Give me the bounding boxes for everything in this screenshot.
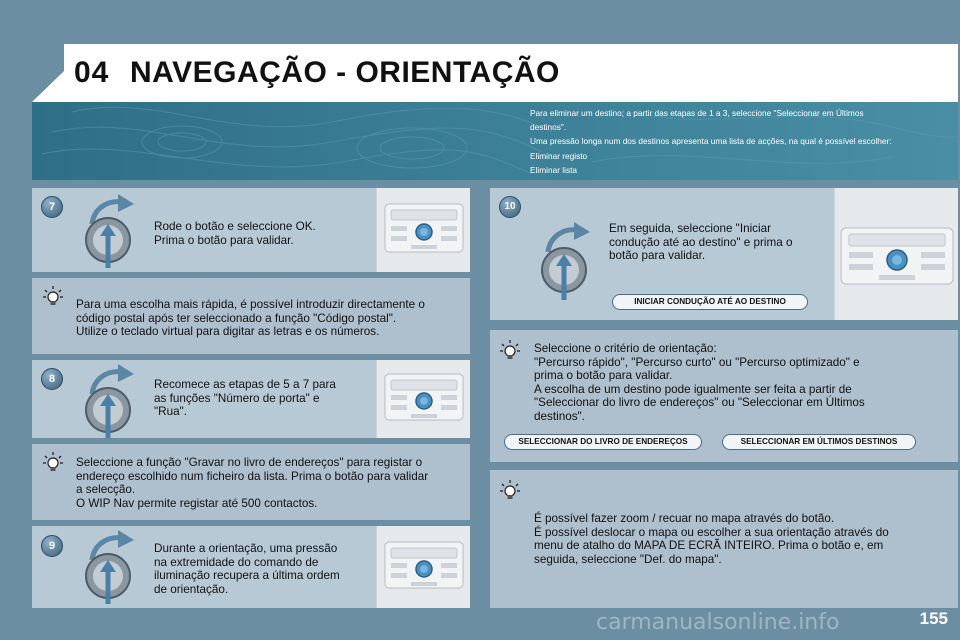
- page-number: 155: [919, 609, 948, 628]
- banner-text: [530, 106, 950, 177]
- text-line: "Seleccionar do livro de endereços" ou "Seleccionar em Últimos: [534, 396, 865, 409]
- rotary-knob-icon: [78, 194, 148, 270]
- tip-1-text: [76, 298, 466, 339]
- text-line: Rode o botão e seleccione OK.: [154, 220, 316, 233]
- radio-console-icon: [835, 188, 959, 320]
- text-line: iluminação recupera a última ordem: [154, 569, 340, 582]
- text-line: O WIP Nav permite registar até 500 contactos.: [76, 496, 318, 510]
- step-number-badge: 7: [41, 196, 63, 218]
- text-line: na extremidade do comando de: [154, 555, 319, 569]
- console-image: [376, 360, 470, 438]
- banner-line: Para eliminar um destino; a partir das etapas de 1 a 3, seleccione "Seleccionar em Últimos: [530, 108, 864, 118]
- text-line: prima o botão para validar.: [534, 369, 673, 382]
- text-line: destinos".: [534, 409, 585, 423]
- rotary-knob-icon: [78, 530, 148, 606]
- step-number-badge: 9: [41, 535, 63, 557]
- text-line: Utilize o teclado virtual para digitar as letras e os números.: [76, 325, 380, 338]
- step-8-text: [154, 378, 374, 419]
- text-line: Em seguida, seleccione "Iniciar: [609, 222, 772, 235]
- rotary-knob-icon: [534, 222, 604, 302]
- text-line: Durante a orientação, uma pressão: [154, 542, 338, 555]
- text-line: Seleccione o critério de orientação:: [534, 342, 717, 355]
- text-line: endereço escolhido num ficheiro da lista. Prima o botão para validar: [76, 469, 429, 483]
- address-book-button[interactable]: SELECCIONAR DO LIVRO DE ENDEREÇOS: [504, 434, 702, 450]
- banner-line: Eliminar lista: [530, 164, 578, 175]
- text-line: código postal após ter seleccionado a função "Código postal".: [76, 311, 397, 325]
- rotary-knob-icon: [78, 364, 148, 440]
- text-line: de orientação.: [154, 582, 229, 596]
- step-number-badge: 8: [41, 368, 63, 390]
- start-guidance-button[interactable]: INICIAR CONDUÇÃO ATÉ AO DESTINO: [612, 294, 808, 310]
- text-line: Seleccione a função "Gravar no livro de endereços" para registar o: [76, 456, 423, 469]
- step-7-text: [154, 220, 374, 247]
- text-line: botão para validar.: [609, 249, 706, 262]
- banner-line: Eliminar registo: [530, 150, 588, 161]
- radio-console-icon: [377, 360, 471, 438]
- banner-line: Uma pressão longa num dos destinos apresenta uma lista de acções, na qual é possível escolher:: [530, 136, 892, 147]
- chapter-number: 04: [74, 56, 110, 89]
- step-10-text: [609, 222, 829, 263]
- text-line: as funções "Número de porta" e: [154, 391, 320, 405]
- lightbulb-icon: [498, 338, 522, 362]
- watermark: carmanualsonline.info: [596, 610, 840, 635]
- text-line: "Rua".: [154, 405, 187, 418]
- text-line: "Percurso rápido", "Percurso curto" ou "Percurso optimizado" e: [534, 355, 860, 369]
- text-line: A escolha de um destino pode igualmente ser feita a partir de: [534, 382, 852, 396]
- radio-console-icon: [377, 188, 471, 272]
- tip-4-text: [534, 512, 952, 566]
- text-line: É possível deslocar o mapa ou escolher a sua orientação através do: [534, 525, 889, 539]
- text-line: a selecção.: [76, 483, 136, 496]
- console-image: [376, 526, 470, 608]
- text-line: Prima o botão para validar.: [154, 233, 294, 247]
- console-image: [376, 188, 470, 272]
- text-line: Para uma escolha mais rápida, é possível introduzir directamente o: [76, 298, 425, 311]
- step-number-badge: 10: [499, 196, 521, 218]
- text-line: Recomece as etapas de 5 a 7 para: [154, 378, 336, 391]
- step-9-text: [154, 542, 374, 596]
- lightbulb-icon: [41, 450, 65, 474]
- banner-line: destinos".: [530, 122, 567, 133]
- lightbulb-icon: [41, 284, 65, 308]
- radio-console-icon: [377, 526, 471, 608]
- tip-2-text: [76, 456, 468, 510]
- text-line: condução até ao destino" e prima o: [609, 235, 793, 249]
- recent-destinations-button[interactable]: SELECCIONAR EM ÚLTIMOS DESTINOS: [722, 434, 916, 450]
- text-line: menu de atalho do MAPA DE ECRÃ INTEIRO. Prima o botão e, em: [534, 539, 884, 552]
- page-title: NAVEGAÇÃO - ORIENTAÇÃO: [130, 56, 560, 89]
- text-line: seguida, seleccione "Def. do mapa".: [534, 552, 722, 566]
- lightbulb-icon: [498, 478, 522, 502]
- text-line: É possível fazer zoom / recuar no mapa através do botão.: [534, 512, 835, 525]
- console-image: [834, 188, 958, 320]
- tip-3-text: [534, 342, 952, 423]
